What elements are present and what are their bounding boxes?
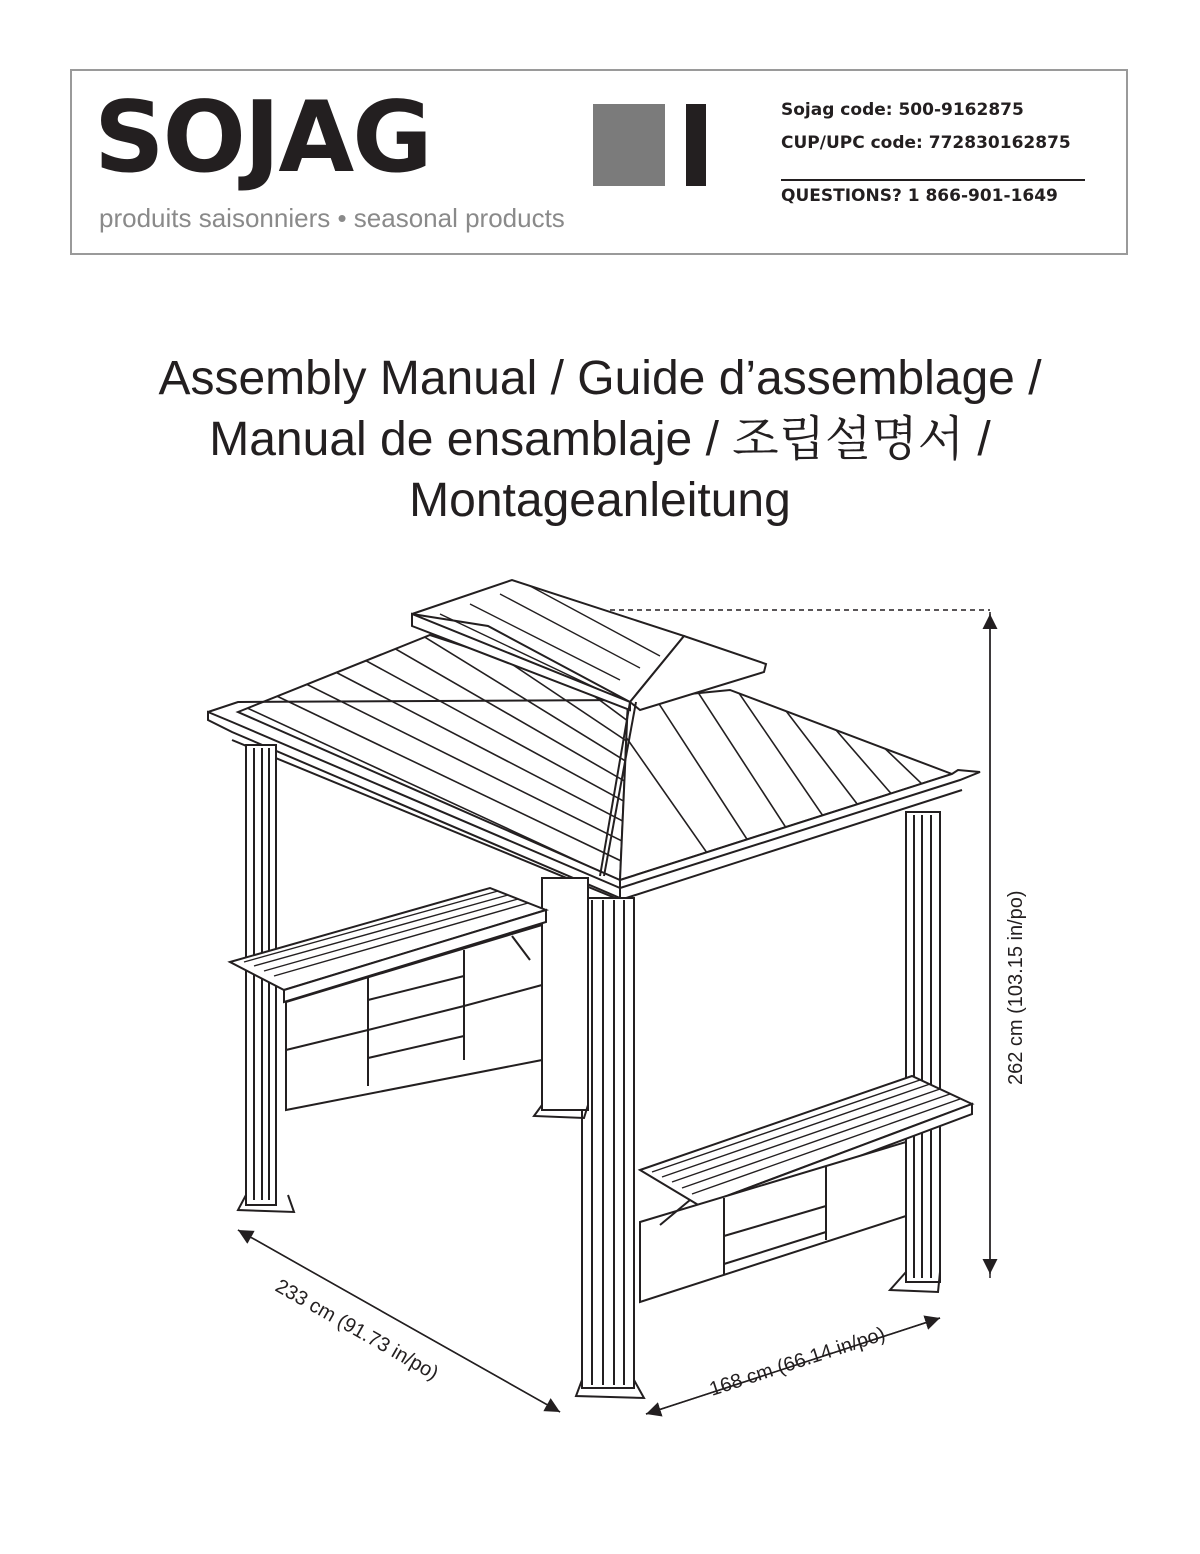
info-divider <box>781 179 1085 181</box>
height-dimension-label: 262 cm (103.15 in/po) <box>1005 890 1027 1085</box>
title-line-1: Assembly Manual / Guide d’assemblage / <box>158 352 1042 405</box>
width-dimension-label: 168 cm (66.14 in/po) <box>706 1323 889 1401</box>
brand-logo-square <box>593 104 665 186</box>
sojag-code: Sojag code: 500-9162875 <box>781 100 1024 120</box>
length-dimension-label: 233 cm (91.73 in/po) <box>271 1275 443 1385</box>
page-title <box>0 348 1200 531</box>
title-line-3: Montageanleitung <box>409 474 791 527</box>
gazebo-structure <box>208 580 1000 1398</box>
brand-logo-bar <box>686 104 706 186</box>
header-box <box>70 69 1128 255</box>
gazebo-drawing <box>0 570 1200 1470</box>
questions-phone: QUESTIONS? 1 866-901-1649 <box>781 186 1058 206</box>
title-line-2: Manual de ensamblaje / 조립설명서 / <box>209 413 991 466</box>
brand-logo-text: SOJAG <box>94 81 431 195</box>
brand-tagline: produits saisonniers • seasonal products <box>99 203 565 233</box>
upc-code: CUP/UPC code: 772830162875 <box>781 133 1071 153</box>
